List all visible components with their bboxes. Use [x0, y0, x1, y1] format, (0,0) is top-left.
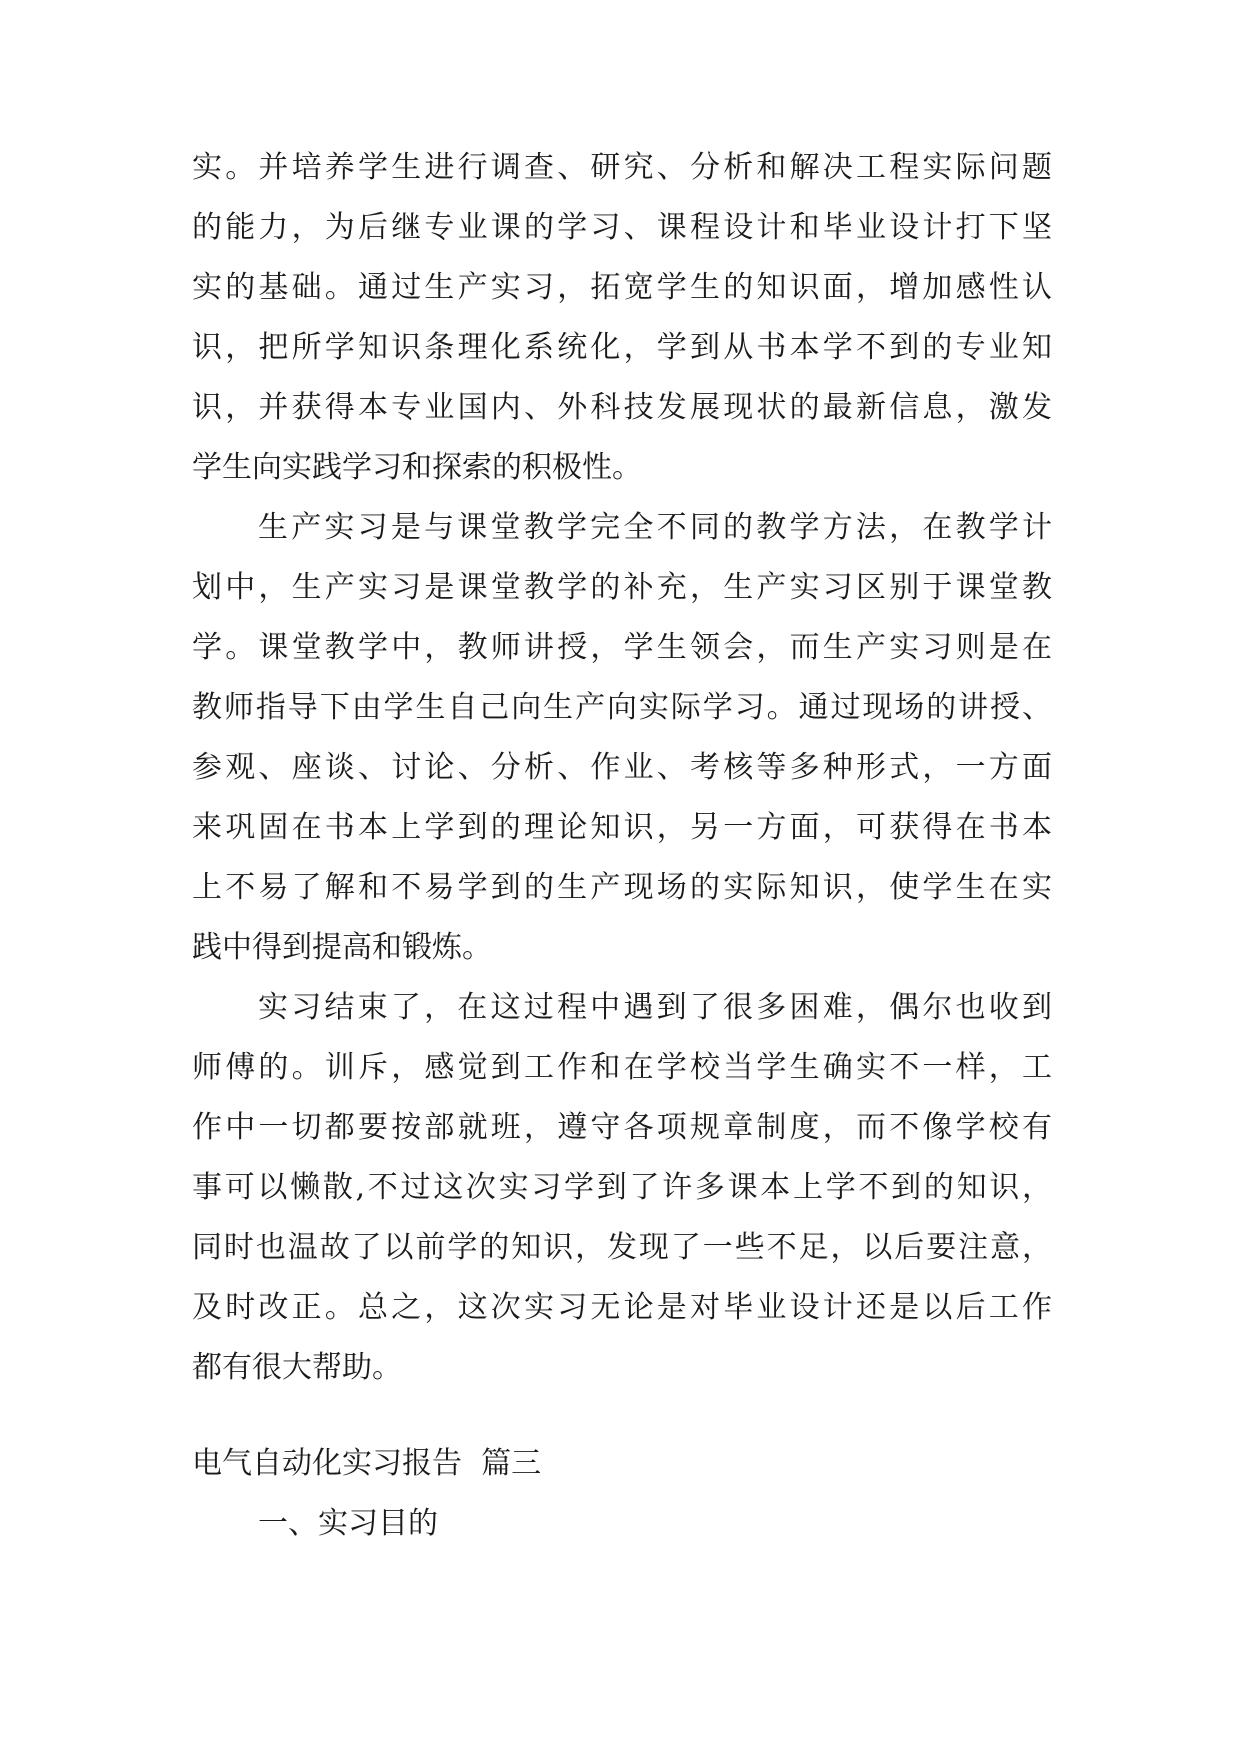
paragraph3-line-6: 及时改正。总之，这次实习无论是对毕业设计还是以后工作	[192, 1290, 1052, 1325]
paragraph2-line-1: 生产实习是与课堂教学完全不同的教学方法，在教学计	[258, 510, 1052, 545]
paragraph3-line-7: 都有很大帮助。	[192, 1350, 402, 1385]
paragraph3-line-4: 事可以懒散,不过这次实习学到了许多课本上学不到的知识，	[192, 1170, 1052, 1205]
section-heading: 电气自动化实习报告 篇三	[192, 1446, 542, 1481]
paragraph1-line-3: 实的基础。通过生产实习，拓宽学生的知识面，增加感性认	[192, 270, 1052, 305]
paragraph3-line-3: 作中一切都要按部就班，遵守各项规章制度，而不像学校有	[192, 1110, 1052, 1145]
paragraph2-line-6: 来巩固在书本上学到的理论知识，另一方面，可获得在书本	[192, 810, 1052, 845]
paragraph1-line-4: 识，把所学知识条理化系统化，学到从书本学不到的专业知	[192, 330, 1052, 365]
subsection-heading: 一、实习目的	[258, 1506, 438, 1541]
paragraph2-line-2: 划中，生产实习是课堂教学的补充，生产实习区别于课堂教	[192, 570, 1052, 605]
paragraph3-line-2: 师傅的。训斥，感觉到工作和在学校当学生确实不一样，工	[192, 1050, 1052, 1085]
paragraph1-line-2: 的能力，为后继专业课的学习、课程设计和毕业设计打下坚	[192, 210, 1052, 245]
paragraph3-line-1: 实习结束了，在这过程中遇到了很多困难，偶尔也收到	[258, 990, 1052, 1025]
paragraph2-line-7: 上不易了解和不易学到的生产现场的实际知识，使学生在实	[192, 870, 1052, 905]
paragraph2-line-8: 践中得到提高和锻炼。	[192, 930, 492, 965]
paragraph1-line-1: 实。并培养学生进行调查、研究、分析和解决工程实际问题	[192, 150, 1052, 185]
paragraph3-line-5: 同时也温故了以前学的知识，发现了一些不足，以后要注意，	[192, 1230, 1052, 1265]
paragraph1-line-5: 识，并获得本专业国内、外科技发展现状的最新信息，激发	[192, 390, 1052, 425]
paragraph2-line-3: 学。课堂教学中，教师讲授，学生领会，而生产实习则是在	[192, 630, 1052, 665]
paragraph1-line-6: 学生向实践学习和探索的积极性。	[192, 450, 642, 485]
paragraph2-line-4: 教师指导下由学生自己向生产向实际学习。通过现场的讲授、	[192, 690, 1052, 725]
paragraph2-line-5: 参观、座谈、讨论、分析、作业、考核等多种形式，一方面	[192, 750, 1052, 785]
